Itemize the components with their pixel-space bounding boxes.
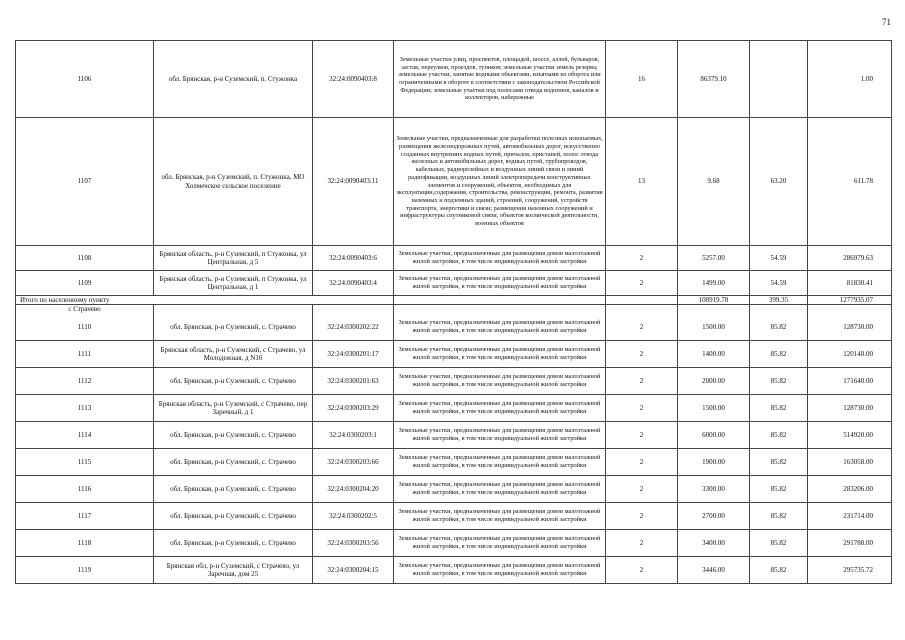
row-cadastral-value: 120148.00 bbox=[808, 341, 892, 368]
row-number: 1118 bbox=[16, 530, 154, 557]
row-cadastral-value: 295735.72 bbox=[808, 557, 892, 584]
row-zone: 2 bbox=[606, 246, 678, 271]
row-location: обл. Брянская, р-н Суземский, с. Страчево bbox=[154, 530, 313, 557]
row-area: 1900.00 bbox=[678, 449, 750, 476]
row-cadastral-number: 32:24:0300204:20 bbox=[313, 476, 394, 503]
cadastral-value-table bbox=[15, 40, 892, 584]
row-price: 85.82 bbox=[750, 314, 808, 341]
row-number: 1109 bbox=[16, 271, 154, 296]
total-area: 108919.78 bbox=[678, 296, 750, 305]
row-zone: 13 bbox=[606, 118, 678, 246]
row-location: обл. Брянская, р-н Суземский, с. Страчево bbox=[154, 449, 313, 476]
row-land-category: Земельные участки, предназначенные для размещения домов малоэтажной жилой застройки, в том числе индивидуальной жилой застройки bbox=[394, 422, 606, 449]
row-cadastral-number: 32:24:0300202:22 bbox=[313, 314, 394, 341]
row-price: 85.82 bbox=[750, 476, 808, 503]
row-area: 2000.00 bbox=[678, 368, 750, 395]
row-location: обл. Брянская, р-н Суземский, с. Страчево bbox=[154, 368, 313, 395]
row-area: 3400.00 bbox=[678, 530, 750, 557]
row-number: 1111 bbox=[16, 341, 154, 368]
row-location: обл. Брянская, р-н Суземский, с. Страчево bbox=[154, 422, 313, 449]
table-row bbox=[16, 341, 892, 368]
row-area: 2700.00 bbox=[678, 503, 750, 530]
row-cadastral-value: 231714.00 bbox=[808, 503, 892, 530]
row-number: 1107 bbox=[16, 118, 154, 246]
row-price: 85.82 bbox=[750, 368, 808, 395]
row-price: 85.82 bbox=[750, 503, 808, 530]
row-number: 1116 bbox=[16, 476, 154, 503]
row-location: обл. Брянская, р-н Суземский, с. Страчево bbox=[154, 476, 313, 503]
row-zone: 2 bbox=[606, 557, 678, 584]
row-land-category: Земельные участки, предназначенные для размещения домов малоэтажной жилой застройки, в том числе индивидуальной жилой застройки bbox=[394, 476, 606, 503]
table-row bbox=[16, 503, 892, 530]
row-cadastral-number: 32:24:0090403:4 bbox=[313, 271, 394, 296]
table-body-lower bbox=[16, 305, 892, 584]
row-number: 1119 bbox=[16, 557, 154, 584]
table-row bbox=[16, 246, 892, 271]
row-cadastral-value: 163058.00 bbox=[808, 449, 892, 476]
row-number: 1113 bbox=[16, 395, 154, 422]
total-row bbox=[16, 296, 892, 305]
row-cadastral-value: 286979.63 bbox=[808, 246, 892, 271]
row-cadastral-value: 1.00 bbox=[808, 41, 892, 118]
row-cadastral-number: 32:24:0300201:17 bbox=[313, 341, 394, 368]
page-number: 71 bbox=[882, 17, 891, 27]
row-number: 1110 bbox=[16, 314, 154, 341]
row-area: 9.68 bbox=[678, 118, 750, 246]
total-price: 399.35 bbox=[750, 296, 808, 305]
row-zone: 2 bbox=[606, 476, 678, 503]
row-location: Брянская область, р-н Суземский, с Страчево, пер Заречный, д 1 bbox=[154, 395, 313, 422]
row-area: 1400.00 bbox=[678, 341, 750, 368]
row-price: 85.82 bbox=[750, 530, 808, 557]
row-cadastral-number: 32:24:0090403:8 bbox=[313, 41, 394, 118]
table-row bbox=[16, 530, 892, 557]
row-land-category: Земельные участки, предназначенные для размещения домов малоэтажной жилой застройки, в том числе индивидуальной жилой застройки bbox=[394, 368, 606, 395]
row-area: 6000.00 bbox=[678, 422, 750, 449]
row-area: 5257.00 bbox=[678, 246, 750, 271]
row-cadastral-value: 81830.41 bbox=[808, 271, 892, 296]
row-cadastral-number: 32:24:0090403:6 bbox=[313, 246, 394, 271]
row-land-category: Земельные участки, предназначенные для размещения домов малоэтажной жилой застройки, в том числе индивидуальной жилой застройки bbox=[394, 557, 606, 584]
row-area: 1500.00 bbox=[678, 395, 750, 422]
row-price: 85.82 bbox=[750, 341, 808, 368]
table-row bbox=[16, 476, 892, 503]
row-number: 1112 bbox=[16, 368, 154, 395]
row-cadastral-value: 128730.00 bbox=[808, 314, 892, 341]
row-price: 85.82 bbox=[750, 449, 808, 476]
row-price: 85.82 bbox=[750, 422, 808, 449]
row-land-category: Земельные участки, предназначенные для размещения домов малоэтажной жилой застройки, в том числе индивидуальной жилой застройки bbox=[394, 530, 606, 557]
row-price: 54.59 bbox=[750, 271, 808, 296]
row-area: 3446.00 bbox=[678, 557, 750, 584]
row-location: обл. Брянская, р-н Суземский, п. Стужонка, МО Холмечское сельское поселение bbox=[154, 118, 313, 246]
settlement-group-label: с Страчево bbox=[16, 305, 154, 314]
row-land-category: Земельные участки, предназначенные для разработки полезных ископаемых, размещения железнодорожных путей, автомобильных дорог, искусственно созданных внутренних водных путей, причалов, пристаней, полос отвода железных и автомобильных дорог, водных путей, трубопроводов, кабельных, радиорелейных и воздушных линий связи и линий радиофикации, воздушных линий электропередачи конструктивных элементов и сооружений, объектов, необходимых для эксплуатации,содержания, строительства, реконструкции, ремонта, развития наземных и подземных зданий, строений, сооружений, устройств транспорта, энергетики и связи; размещения наземных сооружений и инфраструктуры спутниковой связи, объектов космической деятельности, военных объектов bbox=[394, 118, 606, 246]
row-land-category: Земельные участки, предназначенные для размещения домов малоэтажной жилой застройки, в том числе индивидуальной жилой застройки bbox=[394, 503, 606, 530]
row-cadastral-number: 32:24:0300204:15 bbox=[313, 557, 394, 584]
table-row bbox=[16, 118, 892, 246]
total-value: 1277935.07 bbox=[808, 296, 892, 305]
row-number: 1117 bbox=[16, 503, 154, 530]
total-label: Итого по населенному пункту bbox=[16, 296, 394, 305]
row-zone: 2 bbox=[606, 271, 678, 296]
row-area: 3300.00 bbox=[678, 476, 750, 503]
row-location: Брянская область, р-н Суземский, п Стужонка, ул Центральная, д 1 bbox=[154, 271, 313, 296]
row-land-category: Земельные участки, предназначенные для размещения домов малоэтажной жилой застройки, в том числе индивидуальной жилой застройки bbox=[394, 449, 606, 476]
row-zone: 2 bbox=[606, 530, 678, 557]
row-price bbox=[750, 41, 808, 118]
table-row bbox=[16, 271, 892, 296]
row-cadastral-value: 514920.00 bbox=[808, 422, 892, 449]
row-location: обл. Брянская, р-н Суземский, с. Страчево bbox=[154, 503, 313, 530]
table-row bbox=[16, 422, 892, 449]
row-zone: 2 bbox=[606, 314, 678, 341]
row-zone: 2 bbox=[606, 395, 678, 422]
settlement-group-row bbox=[16, 305, 892, 314]
row-cadastral-value: 291788.00 bbox=[808, 530, 892, 557]
row-zone: 2 bbox=[606, 341, 678, 368]
row-cadastral-number: 32:24:0090403:11 bbox=[313, 118, 394, 246]
row-cadastral-value: 171640.00 bbox=[808, 368, 892, 395]
row-price: 63.20 bbox=[750, 118, 808, 246]
table-row bbox=[16, 557, 892, 584]
row-land-category: Земельные участки, предназначенные для размещения домов малоэтажной жилой застройки, в том числе индивидуальной жилой застройки bbox=[394, 246, 606, 271]
row-zone: 2 bbox=[606, 422, 678, 449]
row-price: 85.82 bbox=[750, 557, 808, 584]
row-area: 86379.10 bbox=[678, 41, 750, 118]
table-row bbox=[16, 314, 892, 341]
row-zone: 2 bbox=[606, 503, 678, 530]
row-land-category: Земельные участки, предназначенные для размещения домов малоэтажной жилой застройки, в том числе индивидуальной жилой застройки bbox=[394, 341, 606, 368]
row-zone: 16 bbox=[606, 41, 678, 118]
row-cadastral-number: 32:24:0300203:1 bbox=[313, 422, 394, 449]
table-body-upper bbox=[16, 41, 892, 296]
table-row bbox=[16, 449, 892, 476]
row-number: 1114 bbox=[16, 422, 154, 449]
row-land-category: Земельные участки улиц, проспектов, площадей, шоссе, аллей, бульваров, застав, переулков, проездов, тупиков; земельные участки земель резерва; земельные участки, занятые водными объектами, изъятыми из оборота или ограниченными в обороте в соответствии с законодательством Российской Федерации; земельные участки под полосами отвода водоемов, каналов и коллекторов, набережные bbox=[394, 41, 606, 118]
row-location: Брянская обл, р-н Суземский, с Страчево, ул Заречная, дом 25 bbox=[154, 557, 313, 584]
row-number: 1115 bbox=[16, 449, 154, 476]
row-cadastral-value: 128730.00 bbox=[808, 395, 892, 422]
table-row bbox=[16, 395, 892, 422]
row-land-category: Земельные участки, предназначенные для размещения домов малоэтажной жилой застройки, в том числе индивидуальной жилой застройки bbox=[394, 395, 606, 422]
row-location: Брянская область, р-н Суземский, п Стужонка, ул Центральная, д 5 bbox=[154, 246, 313, 271]
row-number: 1108 bbox=[16, 246, 154, 271]
table-row bbox=[16, 41, 892, 118]
row-cadastral-value: 283206.00 bbox=[808, 476, 892, 503]
row-area: 1500.00 bbox=[678, 314, 750, 341]
row-cadastral-value: 611.78 bbox=[808, 118, 892, 246]
row-price: 85.82 bbox=[750, 395, 808, 422]
row-cadastral-number: 32:24:0300203:56 bbox=[313, 530, 394, 557]
row-location: Брянская область, р-н Суземский, с Страчево, ул Молодежная, д N16 bbox=[154, 341, 313, 368]
row-area: 1499.00 bbox=[678, 271, 750, 296]
row-location: обл. Брянская, р-н Суземский, п. Стужонка bbox=[154, 41, 313, 118]
table-row bbox=[16, 368, 892, 395]
row-zone: 2 bbox=[606, 449, 678, 476]
row-cadastral-number: 32:24:0300203:29 bbox=[313, 395, 394, 422]
row-price: 54.59 bbox=[750, 246, 808, 271]
row-cadastral-number: 32:24:0300202:5 bbox=[313, 503, 394, 530]
row-location: обл. Брянская, р-н Суземский, с. Страчево bbox=[154, 314, 313, 341]
row-land-category: Земельные участки, предназначенные для размещения домов малоэтажной жилой застройки, в том числе индивидуальной жилой застройки bbox=[394, 271, 606, 296]
table-body-total bbox=[16, 296, 892, 305]
row-number: 1106 bbox=[16, 41, 154, 118]
row-cadastral-number: 32:24:0300201:63 bbox=[313, 368, 394, 395]
row-cadastral-number: 32:24:0300203:66 bbox=[313, 449, 394, 476]
row-land-category: Земельные участки, предназначенные для размещения домов малоэтажной жилой застройки, в том числе индивидуальной жилой застройки bbox=[394, 314, 606, 341]
row-zone: 2 bbox=[606, 368, 678, 395]
